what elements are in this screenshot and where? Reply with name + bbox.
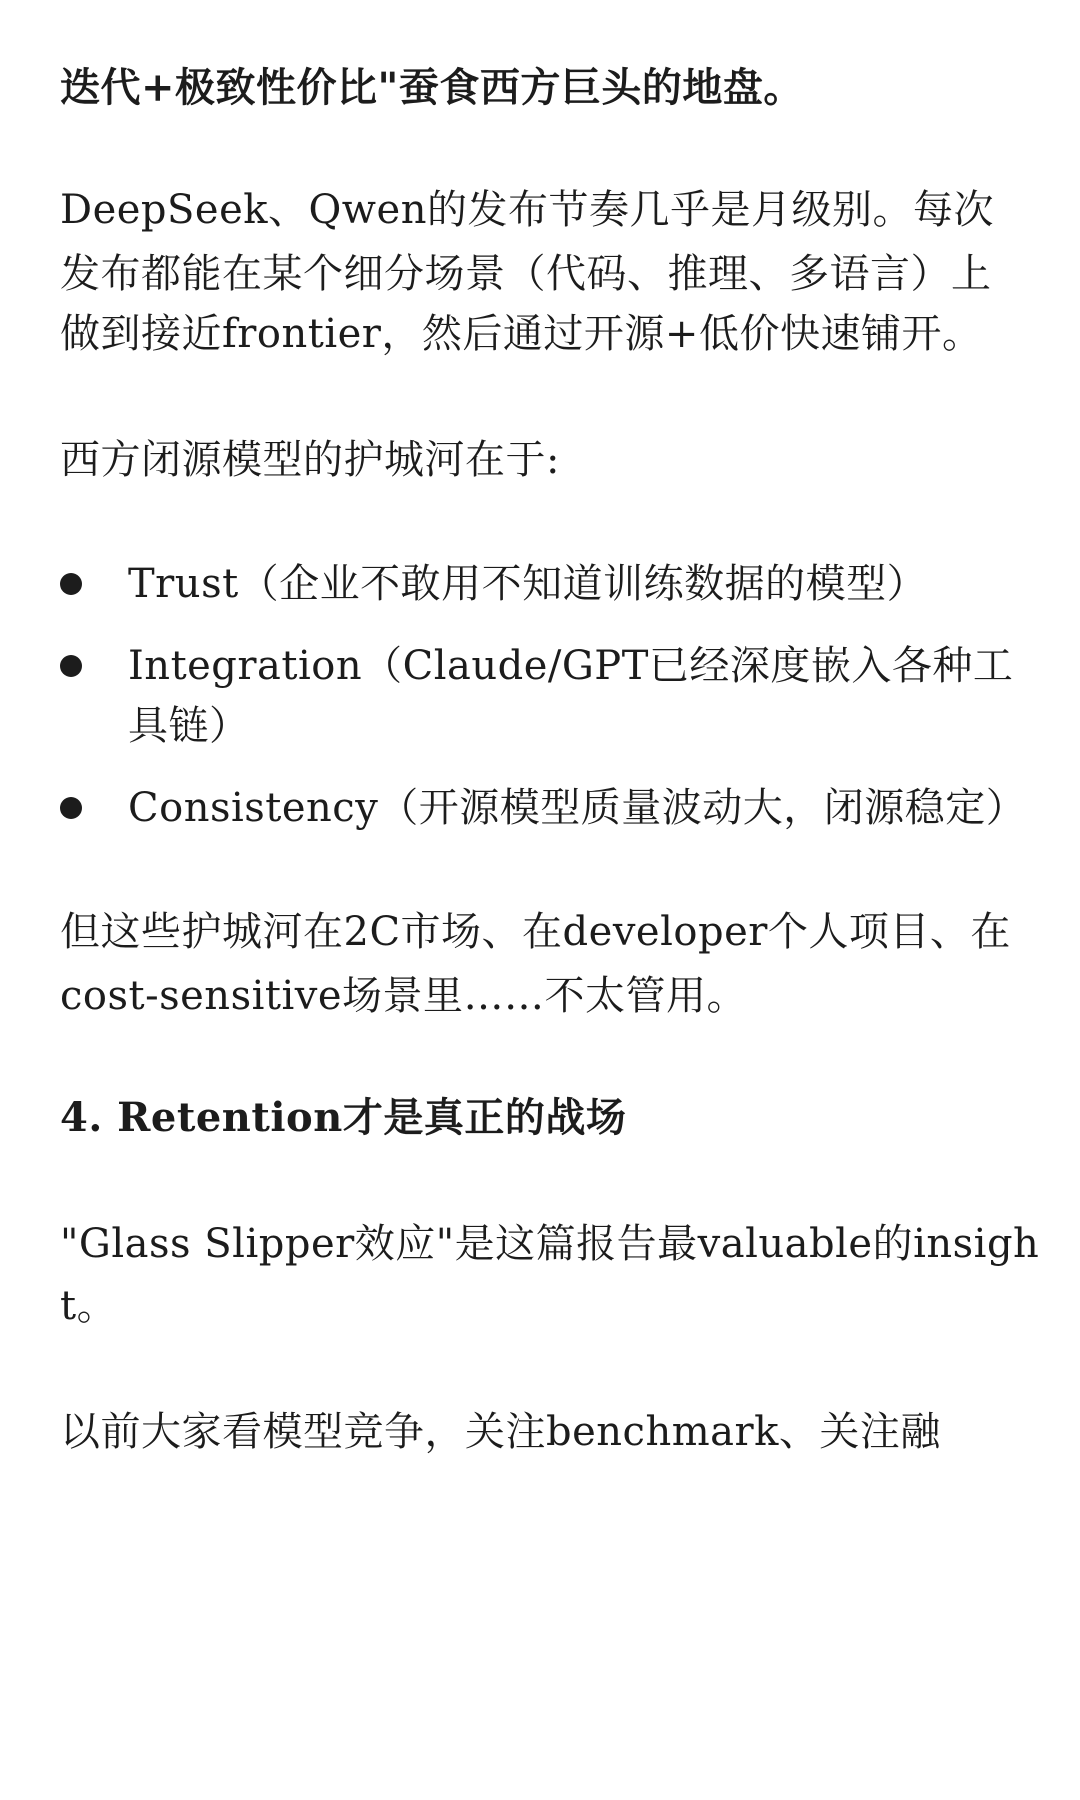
paragraph-line: 但这些护城河在2C市场、在developer个人项目、在 (60, 909, 1011, 955)
paragraph-moat-intro: 西方闭源模型的护城河在于: (60, 437, 560, 483)
paragraph-line: 做到接近frontier，然后通过开源+低价快速铺开。 (60, 311, 983, 357)
paragraph-last: 以前大家看模型竞争，关注benchmark、关注融 (60, 1409, 941, 1455)
paragraph-line: 发布都能在某个细分场景（代码、推理、多语言）上 (60, 251, 992, 297)
bullet-icon (60, 573, 82, 595)
paragraph-intro-tail: 迭代+极致性价比"蚕食西方巨头的地盘。 (60, 64, 804, 111)
paragraph-line: t。 (60, 1283, 118, 1329)
list-item-text: 具链） (128, 703, 250, 749)
paragraph-line: DeepSeek、Qwen的发布节奏几乎是月级别。每次 (60, 187, 994, 233)
list-item-text: Integration（Claude/GPT已经深度嵌入各种工 (128, 643, 1014, 689)
paragraph-line: "Glass Slipper效应"是这篇报告最valuable的insigh (60, 1221, 1040, 1267)
section-heading: 4. Retention才是真正的战场 (60, 1094, 627, 1141)
list-item-text: Trust（企业不敢用不知道训练数据的模型） (128, 561, 928, 607)
list-item-text: Consistency（开源模型质量波动大，闭源稳定） (128, 785, 1027, 831)
paragraph-line: cost-sensitive场景里……不太管用。 (60, 973, 748, 1019)
bullet-icon (60, 655, 82, 677)
bullet-icon (60, 797, 82, 819)
